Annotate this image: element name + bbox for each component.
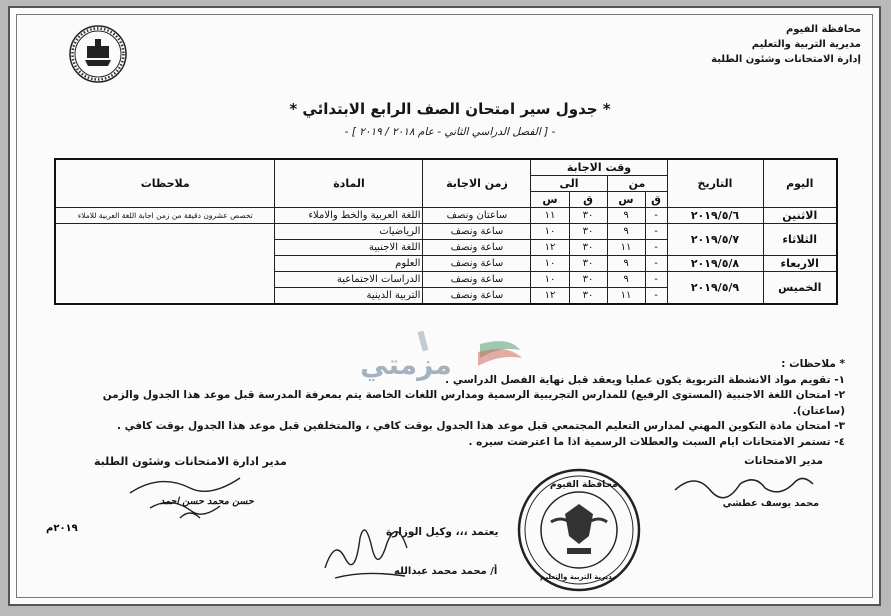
header-date: التاريخ	[667, 159, 763, 208]
note-item: ١- تقويم مواد الانشطة التربوية يكون عمليا ويعقد قبل نهاية الفصل الدراسي .	[445, 373, 845, 386]
letterhead	[691, 22, 861, 67]
note-item: ٢- امتحان اللغة الاجنبية (المستوى الرفيع) للمدارس التجريبية الرسمية ومدارس اللغات الخاصة يتم بمعرفة المدرسة قبل موعد هذا الجدول والزمن (ساعتان).	[102, 389, 845, 417]
from-minutes-cell: -	[645, 208, 667, 224]
from-minutes-cell: -	[645, 256, 667, 272]
note-cell: تخصص عشرون دقيقة من زمن اجابة اللغة العربية للاملاء	[55, 208, 275, 224]
to-minutes-cell: ٣٠	[569, 256, 607, 272]
exam-schedule-table	[54, 158, 838, 305]
note-cell	[55, 224, 275, 305]
to-hours-cell: ١٢	[531, 240, 569, 256]
exams-director-name: محمد يوسف عطشي	[722, 498, 819, 509]
header-from: من	[607, 176, 667, 192]
duration-cell: ساعة ونصف	[423, 256, 531, 272]
note-item: ٤- تستمر الامتحانات ايام السبت والعطلات الرسمية اذا ما اعترضت سيره .	[468, 435, 845, 448]
table-row	[55, 224, 837, 240]
header-day: اليوم	[763, 159, 837, 208]
seal-bottom-text: مديرية التربية والتعليم	[540, 573, 617, 581]
undersecretary-name: أ/ محمد محمد عبدالله	[394, 566, 498, 577]
subject-cell: اللغة العربية والخط والاملاء	[275, 208, 423, 224]
to-hours-cell: ١٠	[531, 272, 569, 288]
note-item: ٣- امتحان مادة التكوين المهني لمدارس التعليم المجتمعي قبل موعد هذا الجدول بوقت كافي ، والمتخلفين قبل موعد هذا الجدول بوقت كافي .	[116, 420, 845, 432]
header-notes: ملاحظات	[55, 159, 275, 208]
notes-section	[85, 357, 845, 450]
directorate-name: مديرية التربية والتعليم	[751, 39, 861, 50]
approval-label: يعتمد ،،، وكيل الوزارة	[386, 526, 499, 538]
from-hours-cell: ٩	[607, 224, 645, 240]
subject-cell: العلوم	[275, 256, 423, 272]
header-from-hours: س	[607, 192, 645, 208]
header-to: الى	[531, 176, 607, 192]
subject-cell: الرياضيات	[275, 224, 423, 240]
subject-cell: التربية الدينية	[275, 288, 423, 305]
from-minutes-cell: -	[645, 224, 667, 240]
from-hours-cell: ٩	[607, 272, 645, 288]
duration-cell: ساعة ونصف	[423, 288, 531, 305]
header-to-minutes: ق	[569, 192, 607, 208]
governorate-name: محافظة الفيوم	[785, 24, 861, 35]
duration-cell: ساعة ونصف	[423, 240, 531, 256]
to-hours-cell: ١٢	[531, 288, 569, 305]
header-to-hours: س	[531, 192, 569, 208]
day-cell: الثلاثاء	[763, 224, 837, 256]
ministry-logo	[68, 24, 128, 84]
from-minutes-cell: -	[645, 288, 667, 305]
header-duration: زمن الاجابة	[423, 159, 531, 208]
header-subject: المادة	[275, 159, 423, 208]
subject-cell: اللغة الاجنبية	[275, 240, 423, 256]
watermark-text: مزمتي	[360, 348, 452, 381]
duration-cell: ساعة ونصف	[423, 224, 531, 240]
to-hours-cell: ١٠	[531, 224, 569, 240]
seal-top-text: محافظة الفيوم	[550, 480, 618, 490]
department-name: إدارة الامتحانات وشئون الطلبة	[711, 54, 861, 65]
exams-director-signature-icon	[670, 470, 820, 500]
from-minutes-cell: -	[645, 272, 667, 288]
exam-schedule-document	[8, 6, 881, 606]
to-minutes-cell: ٣٠	[569, 208, 607, 224]
to-minutes-cell: ٣٠	[569, 272, 607, 288]
to-minutes-cell: ٣٠	[569, 288, 607, 305]
header-from-minutes: ق	[645, 192, 667, 208]
day-cell: الخميس	[763, 272, 837, 305]
header-answer-time: وقت الاجابة	[531, 159, 667, 176]
duration-cell: ساعتان ونصف	[423, 208, 531, 224]
admin-director-title: مدير ادارة الامتحانات وشئون الطلبة	[94, 455, 287, 468]
from-minutes-cell: -	[645, 240, 667, 256]
signature-date: ٢٠١٩م	[46, 523, 78, 534]
to-hours-cell: ١١	[531, 208, 569, 224]
date-cell: ٢٠١٩/٥/٦	[667, 208, 763, 224]
to-minutes-cell: ٣٠	[569, 240, 607, 256]
exams-director-title: مدير الامتحانات	[744, 455, 823, 467]
table-row	[55, 208, 837, 224]
date-cell: ٢٠١٩/٥/٩	[667, 272, 763, 305]
from-hours-cell: ٩	[607, 208, 645, 224]
duration-cell: ساعة ونصف	[423, 272, 531, 288]
date-cell: ٢٠١٩/٥/٧	[667, 224, 763, 256]
document-title: * جدول سير امتحان الصف الرابع الابتدائي *	[289, 100, 611, 118]
subject-cell: الدراسات الاجتماعية	[275, 272, 423, 288]
to-hours-cell: ١٠	[531, 256, 569, 272]
notes-heading: * ملاحظات :	[781, 358, 845, 370]
admin-director-name: حسن محمد حسن احمد	[160, 496, 254, 507]
document-subtitle: - [ الفصل الدراسي الثاني - عام ٢٠١٨ / ٢٠١٩ ] -	[344, 126, 556, 138]
from-hours-cell: ٩	[607, 256, 645, 272]
day-cell: الاربعاء	[763, 256, 837, 272]
from-hours-cell: ١١	[607, 240, 645, 256]
day-cell: الاثنين	[763, 208, 837, 224]
from-hours-cell: ١١	[607, 288, 645, 305]
date-cell: ٢٠١٩/٥/٨	[667, 256, 763, 272]
to-minutes-cell: ٣٠	[569, 224, 607, 240]
